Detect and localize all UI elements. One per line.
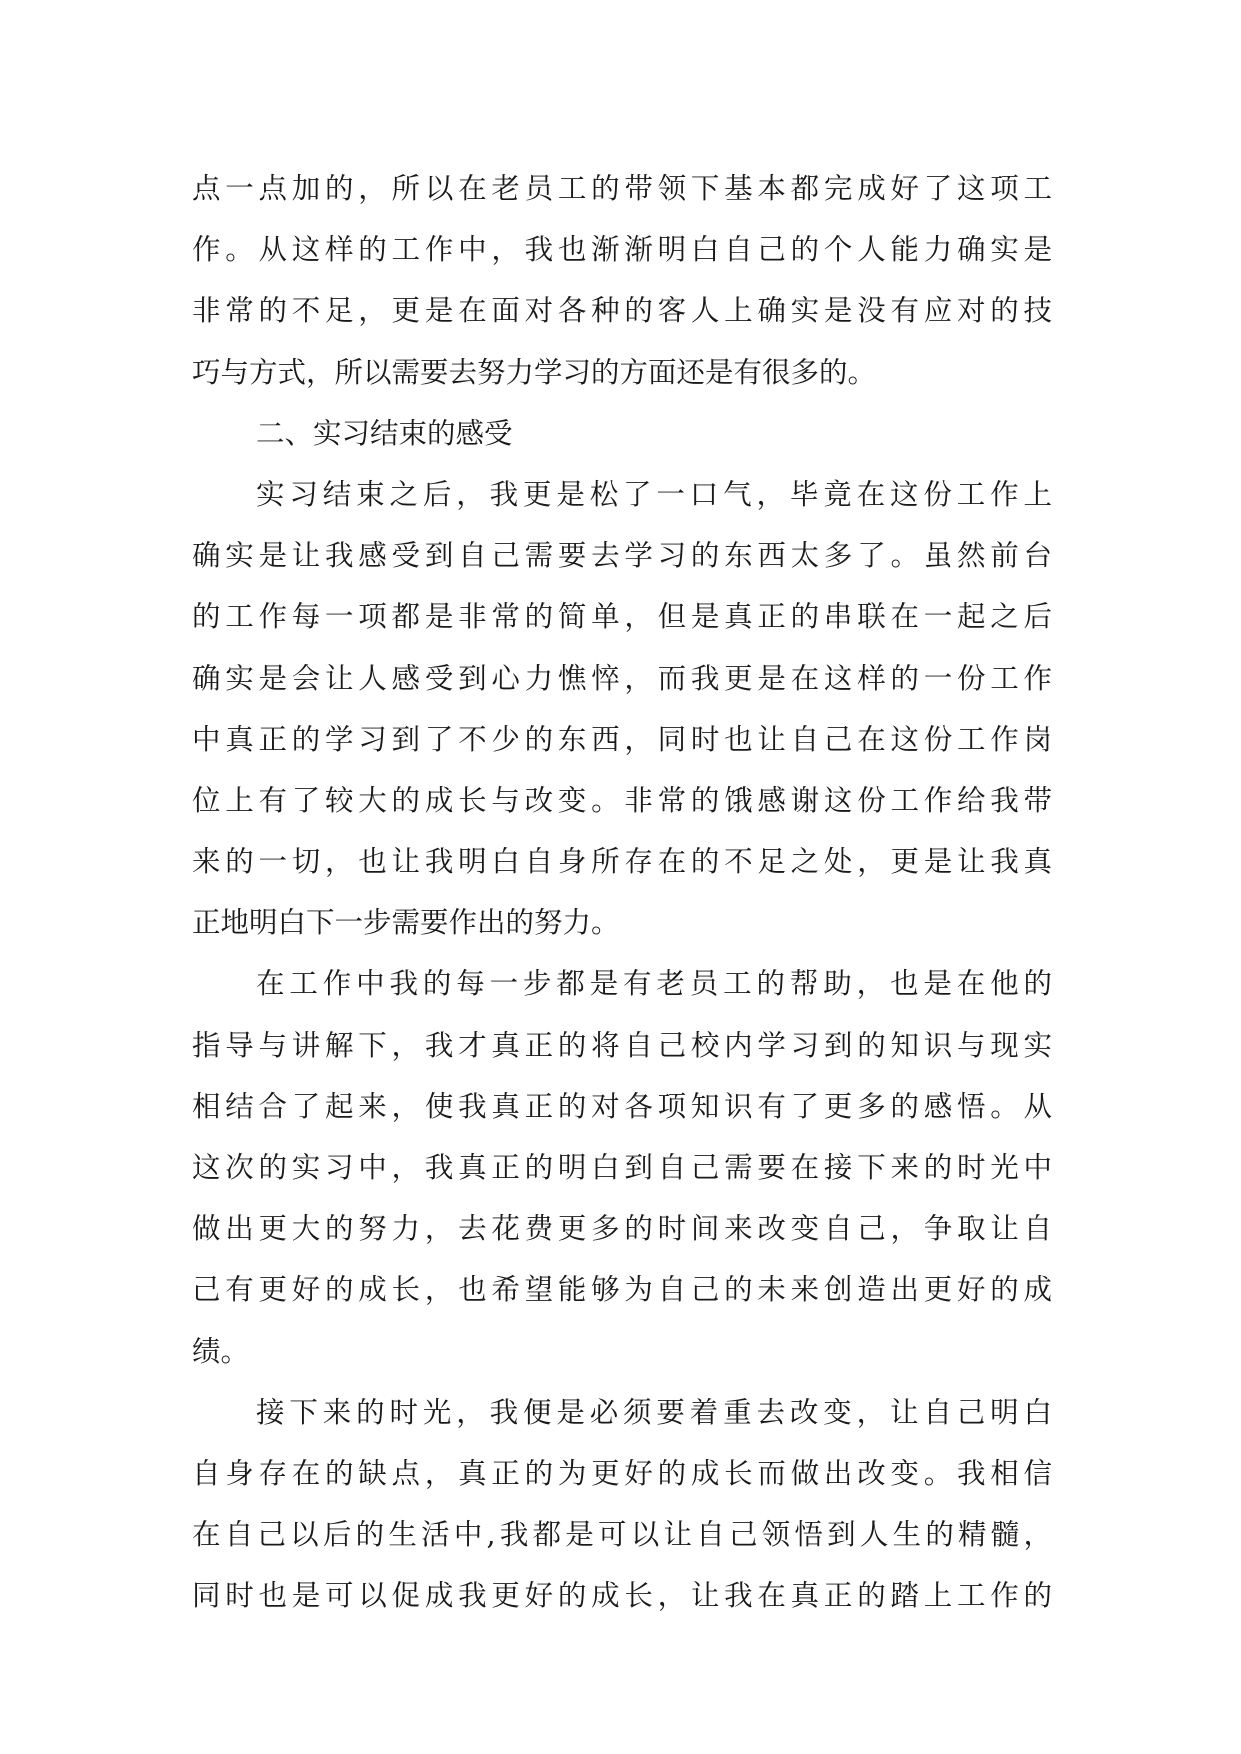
text-line: 的工作每一项都是非常的简单，但是真正的串联在一起之后 <box>192 600 1052 634</box>
text-line: 这次的实习中，我真正的明白到自己需要在接下来的时光中 <box>192 1151 1052 1184</box>
text-line: 相结合了起来，使我真正的对各项知识有了更多的感悟。从 <box>192 1089 1052 1123</box>
text-line: 在工作中我的每一步都是有老员工的帮助，也是在他的 <box>256 967 1052 1001</box>
text-line: 中真正的学习到了不少的东西，同时也让自己在这份工作岗 <box>192 722 1052 756</box>
paragraph <box>192 464 1052 954</box>
paragraph <box>192 953 1052 1381</box>
text-line: 非常的不足，更是在面对各种的客人上确实是没有应对的技 <box>192 294 1052 328</box>
text-line: 己有更好的成长，也希望能够为自己的未来创造出更好的成 <box>192 1273 1052 1307</box>
text-line: 点一点加的，所以在老员工的带领下基本都完成好了这项工 <box>192 172 1052 205</box>
section-heading <box>192 403 1052 464</box>
text-line: 在自己以后的生活中,我都是可以让自己领悟到人生的精髓， <box>192 1518 1052 1552</box>
paragraph <box>192 158 1052 403</box>
text-line: 正地明白下一步需要作出的努力。 <box>192 906 620 940</box>
text-line: 自身存在的缺点，真正的为更好的成长而做出改变。我相信 <box>192 1456 1052 1490</box>
text-line: 接下来的时光，我便是必须要着重去改变，让自己明白 <box>256 1395 1052 1429</box>
heading-text: 二、实习结束的感受 <box>256 416 513 450</box>
text-line: 巧与方式，所以需要去努力学习的方面还是有很多的。 <box>192 355 877 389</box>
text-line: 确实是会让人感受到心力憔悴，而我更是在这样的一份工作 <box>192 661 1052 695</box>
document-body <box>192 158 1052 1627</box>
text-line: 作。从这样的工作中，我也渐渐明白自己的个人能力确实是 <box>192 233 1052 267</box>
text-line: 同时也是可以促成我更好的成长，让我在真正的踏上工作的 <box>192 1579 1052 1613</box>
text-line: 绩。 <box>192 1334 250 1368</box>
text-line: 确实是让我感受到自己需要去学习的东西太多了。虽然前台 <box>192 539 1052 573</box>
text-line: 来的一切，也让我明白自身所存在的不足之处，更是让我真 <box>192 845 1052 879</box>
text-line: 做出更大的努力，去花费更多的时间来改变自己，争取让自 <box>192 1212 1052 1246</box>
text-line: 指导与讲解下，我才真正的将自己校内学习到的知识与现实 <box>192 1028 1052 1062</box>
paragraph <box>192 1382 1052 1627</box>
text-line: 实习结束之后，我更是松了一口气，毕竟在这份工作上 <box>256 477 1052 511</box>
text-line: 位上有了较大的成长与改变。非常的饿感谢这份工作给我带 <box>192 783 1052 817</box>
